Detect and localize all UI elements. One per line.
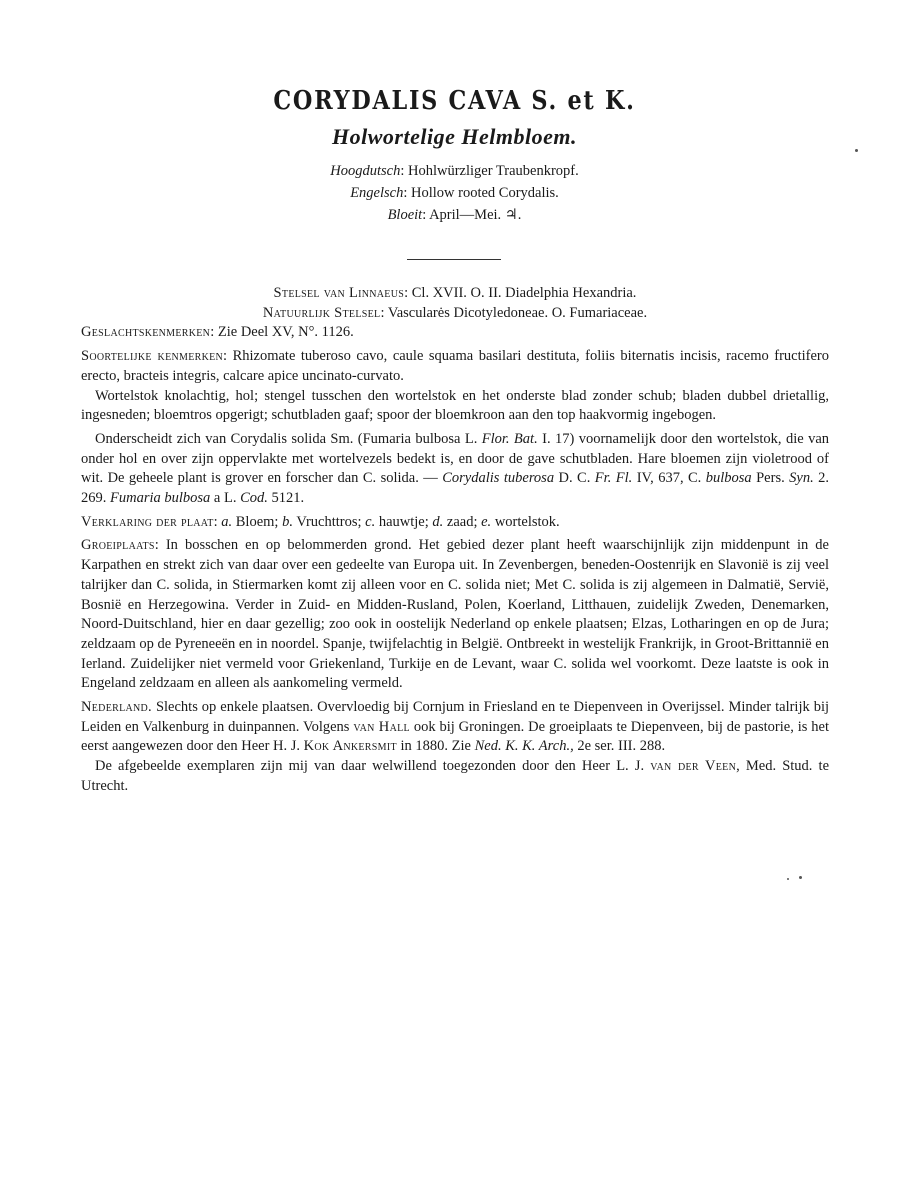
plate-text-d: zaad; [446, 513, 478, 530]
flowering-label: Bloeit [387, 207, 423, 223]
divider [407, 259, 501, 260]
plate-key-c: c. [365, 513, 376, 530]
species-characters-latin: Soortelijke kenmerken: Rhizomate tuberoso cavo, caule squama basilari destituta, foliis biternatis incisis, racemo fructifero erecto, bracteis integris, calcare apice uncinato-curvato. [81, 348, 829, 384]
distinction-text-6: 2. 269. [81, 470, 830, 507]
ref-corydalis-tuberosa: Corydalis tuberosa [442, 470, 555, 487]
closing-text-2: , Med. Stud. te Utrecht. [81, 758, 830, 794]
speck-mark [855, 149, 858, 152]
ref-flor-bat: Flor. Bat. [481, 430, 538, 447]
genus-text: Zie Deel XV, N°. 1126. [217, 324, 354, 341]
german-name-line: Hoogdutsch: Hohlwürzliger Traubenkropf. [330, 163, 579, 179]
linnaeus-label: Stelsel van Linnaeus [273, 285, 405, 301]
distinction-text-4: IV, 637, C. [636, 470, 702, 487]
species-label: Soortelijke kenmerken [81, 348, 224, 365]
netherlands-text-1: Slechts op enkele plaatsen. Overvloedig bij Cornjum in Friesland en te Diepenveen in Overijssel. Minder talrijk bij Leiden en Valkenburg in duinpannen. Volgens [81, 699, 830, 735]
plate-key-d: d. [432, 513, 444, 530]
plate-text-c: hauwtje; [378, 513, 429, 530]
plate-explanation: Verklaring der plaat: a. Bloem; b. Vruchttros; c. hauwtje; d. zaad; e. wortelstok. [81, 513, 560, 530]
netherlands-text-3: in 1880. Zie [400, 738, 471, 755]
speck-mark [787, 878, 789, 880]
plate-text-e: wortelstok. [494, 513, 560, 530]
person-kok-ankersmit: Kok Ankersmit [303, 738, 397, 755]
natural-label: Natuurlijk Stelsel [262, 304, 381, 321]
english-name: Hollow rooted Corydalis. [411, 185, 559, 201]
person-van-hall: van Hall [353, 718, 410, 735]
genus-characters: Geslachtskenmerken: Zie Deel XV, N°. 1126. [81, 324, 354, 341]
ref-fumaria-bulbosa: Fumaria bulbosa [110, 490, 211, 507]
linnaeus-system: Stelsel van Linnaeus: Cl. XVII. O. II. Diadelphia Hexandria. [273, 285, 637, 301]
habitat-paragraph: Groeiplaats: In bosschen en op belommerden grond. Het gebied dezer plant heeft waarschijnlijk zijn middenpunt in de Karpathen en strekt zich van daar over een gedeelte van Europa uit. In Zevenbergen, beneden-Oostenrijk en Slavonië is zij veel talrijker dan C. solida, in Stiermarken komt zij alleen voor en C. solida niet; Met C. solida is zij algemeen in Dalmatië, Servië, Bosnië en Herzegowina. Verder in Zuid- en Midden-Rusland, Polen, Koerland, Litthauen, zuidelijk Zweden, Denemarken, Noord-Duitschland, hier en daar gezellig; zoo ook in oostelijk Nederland op enkele plaatsen; Elzas, Lotharingen en op de Jura; zeldzaam op de Pyreneeën en in noordel. Spanje, twijfelachtig in België. Ontbreekt in westelijk Frankrijk, in Groot-Brittannië en Ierland. Zuidelijker niet vermeld voor Griekenland, Turkije en de Levant, waar C. solida wel voorkomt. Deze laatste is ook in Engeland zeldzaam en alleen als aankomeling vermeld. [81, 537, 829, 692]
distinction-text-3: D. C. [558, 470, 591, 487]
distinction-text-7: a L. [213, 490, 237, 507]
description-body [81, 284, 829, 797]
species-characters-dutch: Wortelstok knolachtig, hol; stengel tusschen den wortelstok en het onderste blad zonder schub; bladen dubbel drietallig, ingesneden; bloemtros opgerigt; schutbladen gaaf; spoor der bloemkroon aan den top haakvormig ingebogen. [81, 387, 829, 424]
common-names [0, 160, 909, 226]
netherlands-paragraph [81, 698, 829, 757]
genus-label: Geslachtskenmerken [81, 324, 211, 341]
ref-cod: Cod. [240, 490, 268, 507]
closing-text-1: De afgebeelde exemplaren zijn mij van daar welwillend toegezonden door den Heer L. J. [95, 758, 645, 775]
netherlands-label: Nederland. [81, 699, 152, 716]
distinction-text-8: 5121. [271, 490, 305, 507]
natural-system: Natuurlijk Stelsel: Vascularės Dicotyledoneae. O. Fumariaceae. [262, 304, 648, 321]
netherlands-text-2: ook bij Groningen. De groeiplaats te Diepenveen, bij de pastorie, is het eerst aangewezen door den Heer H. J. [81, 718, 830, 755]
ref-fr-fl: Fr. Fl. [594, 470, 633, 487]
plate-text-a: Bloem; [235, 513, 279, 530]
dutch-name: Holwortelige Helmbloem. [332, 124, 577, 149]
species-latin: Rhizomate tuberoso cavo, caule squama basilari destituta, foliis biternatis incisis, racemo fructifero erecto, bracteis integris, calcare apice uncinato-curvato. [81, 348, 829, 384]
closing-paragraph [81, 757, 829, 796]
page-title: CORYDALIS CAVA S. et K. [273, 86, 636, 116]
distinction-paragraph [81, 430, 829, 509]
habitat-label: Groeiplaats [81, 537, 155, 554]
plate-key-b: b. [282, 513, 293, 530]
linnaeus-text: Cl. XVII. O. II. Diadelphia Hexandria. [411, 285, 637, 301]
plate-key-a: a. [221, 513, 233, 530]
distinction-text-1: Onderscheidt zich van Corydalis solida Sm. (Fumaria bulbosa L. [95, 430, 478, 447]
distinction-text-2: I. 17) voornamelijk door den wortelstok, die van onder hol en over zijn oppervlakte met wortelvezels bedekt is, en door de gave schutbladen. Hare bloemen zijn violetrood of wit. De geheele plant is grover en forscher dan C. solida. — [81, 430, 830, 487]
natural-text: Vascularės Dicotyledoneae. O. Fumariaceae. [387, 304, 648, 321]
netherlands-text-4: 2e ser. III. 288. [577, 738, 666, 755]
flowering-line: Bloeit: April—Mei. ♃. [387, 207, 522, 223]
english-name-line: Engelsch: Hollow rooted Corydalis. [350, 185, 559, 201]
distinction-text-5: Pers. [756, 470, 785, 487]
plate-label: Verklaring der plaat [81, 513, 214, 530]
speck-mark [799, 876, 802, 879]
german-name: Hohlwürzliger Traubenkropf. [407, 163, 579, 179]
plate-key-e: e. [481, 513, 492, 530]
english-label: Engelsch [350, 185, 404, 201]
ref-syn: Syn. [789, 470, 814, 487]
habitat-text: In bosschen en op belommerden grond. Het gebied dezer plant heeft waarschijnlijk zijn middenpunt in de Karpathen en strekt zich van daar over een gedeelte van Europa uit. In Zevenbergen, beneden-Oostenrijk en Slavonië is zij veel talrijker dan C. solida, in Stiermarken komt zij alleen voor en C. solida niet; Met C. solida is zij algemeen in Dalmatië, Servië, Bosnië en Herzegowina. Verder in Zuid- en Midden-Rusland, Polen, Koerland, Litthauen, zuidelijk Zweden, Denemarken, Noord-Duitschland, hier en daar gezellig; zoo ook in oostelijk Nederland op enkele plaatsen; Elzas, Lotharingen en op de Jura; zeldzaam op de Pyreneeën en in noordel. Spanje, twijfelachtig in België. Ontbreekt in westelijk Frankrijk, in Groot-Brittannië en Ierland. Zuidelijker niet vermeld voor Griekenland, Turkije en de Levant, waar C. solida wel voorkomt. Deze laatste is ook in Engeland zeldzaam en alleen als aankomeling vermeld. [81, 537, 829, 692]
person-van-der-veen: van der Veen [650, 758, 737, 775]
ref-bulbosa: bulbosa [705, 470, 752, 487]
plate-text-b: Vruchttros; [296, 513, 362, 530]
german-label: Hoogdutsch [330, 163, 401, 179]
flowering-period: April—Mei. ♃. [429, 207, 522, 223]
ref-ned-kk-arch: Ned. K. K. Arch., [474, 738, 574, 755]
